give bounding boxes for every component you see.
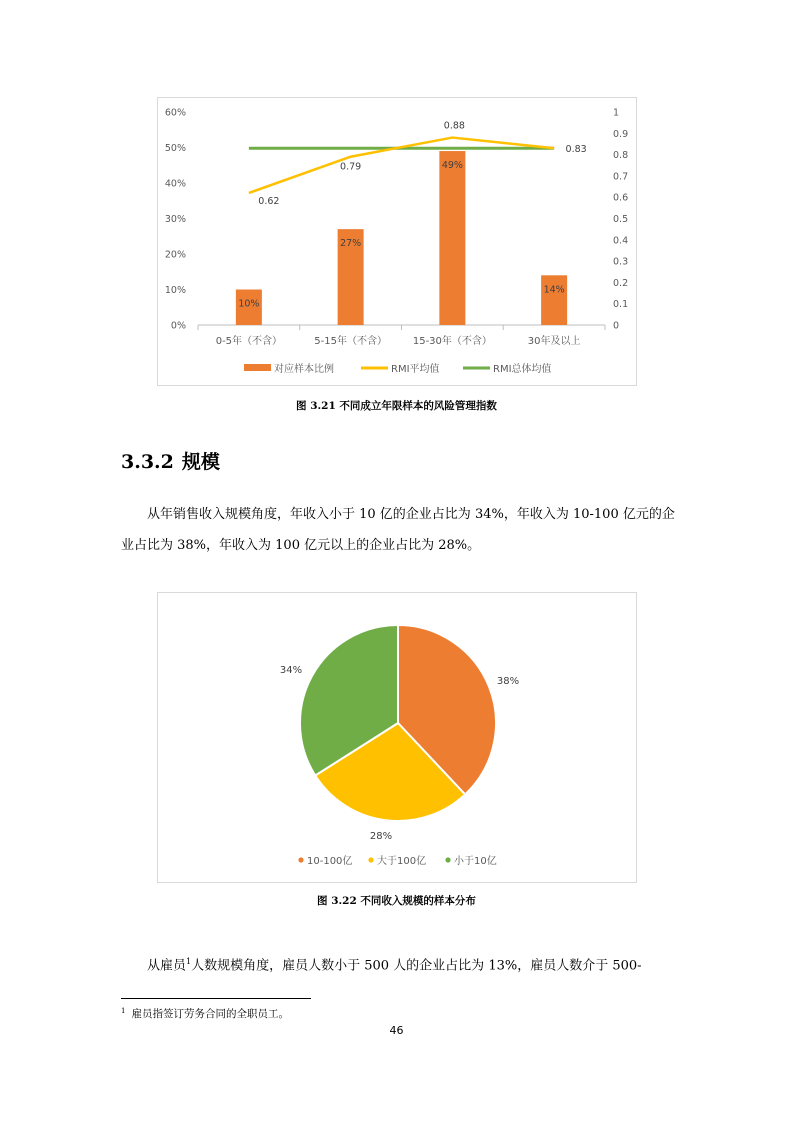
- pie-data-label: 28%: [369, 831, 393, 842]
- right-axis-tick-label: 0.3: [613, 256, 629, 268]
- legend-label: 对应样本比例: [274, 364, 334, 375]
- legend-label: RMI总体均值: [493, 364, 552, 375]
- series-line-rmi-average: [249, 138, 554, 193]
- bar-data-label: 10%: [238, 298, 260, 310]
- bar-3: [439, 151, 465, 325]
- footnote-mark: 1: [121, 1006, 126, 1015]
- footnote-text: 雇员指签订劳务合同的全职员工。: [131, 1008, 289, 1020]
- x-axis-category-label: 0-5年（不含）: [215, 336, 283, 347]
- line-data-label: 0.79: [340, 161, 362, 173]
- line-data-label: 0.88: [443, 120, 465, 132]
- pie-data-label: 38%: [496, 676, 520, 687]
- legend-marker: [368, 857, 373, 862]
- legend-label: RMI平均值: [391, 364, 440, 375]
- right-axis-tick-label: 0.7: [613, 171, 629, 183]
- bar-data-label: 14%: [543, 284, 565, 296]
- left-axis-tick-label: 40%: [164, 178, 186, 190]
- footnote-divider: [121, 998, 311, 999]
- right-axis-tick-label: 0.9: [613, 128, 629, 140]
- pie-data-label: 34%: [279, 665, 303, 676]
- right-axis-tick-label: 0.2: [613, 277, 629, 289]
- right-axis-tick-label: 0.4: [613, 235, 629, 247]
- footnote: [121, 1006, 289, 1021]
- right-axis-tick-label: 0.1: [613, 299, 629, 311]
- section-number: 3.3.2: [121, 451, 174, 473]
- left-axis-tick-label: 20%: [164, 249, 186, 261]
- right-axis-tick-label: 0.8: [613, 150, 629, 162]
- x-axis-category-label: 5-15年（不含）: [314, 336, 387, 347]
- paragraph-text-before-ref: 从雇员: [147, 958, 187, 974]
- line-data-label: 0.62: [258, 195, 280, 207]
- left-axis-tick-label: 50%: [164, 143, 186, 154]
- figure-caption-3-21: 图 3.21 不同成立年限样本的风险管理指数: [296, 400, 497, 412]
- combo-chart-company-age: [157, 97, 637, 386]
- legend-label: 小于10亿: [454, 856, 497, 867]
- legend-marker: [445, 857, 450, 862]
- pie-chart-svg: [158, 593, 636, 882]
- legend-marker: [298, 857, 303, 862]
- left-axis-tick-label: 30%: [164, 214, 186, 225]
- pie-chart-revenue-scale: [157, 592, 637, 883]
- left-axis-tick-label: 60%: [164, 107, 186, 119]
- paragraph-employee-scale: [121, 946, 676, 981]
- figure-caption-3-22: 图 3.22 不同收入规模的样本分布: [317, 895, 476, 907]
- right-axis-tick-label: 0.6: [613, 192, 629, 204]
- left-axis-tick-label: 0%: [170, 320, 186, 332]
- bar-data-label: 27%: [340, 238, 362, 250]
- right-axis-tick-label: 1: [613, 107, 620, 119]
- section-heading: [121, 447, 220, 474]
- bar-data-label: 49%: [441, 160, 463, 172]
- page-number: 46: [389, 1024, 404, 1037]
- paragraph-revenue-scale: 从年销售收入规模角度，年收入小于 10 亿的企业占比为 34%，年收入为 10-100 亿元的企业占比为 38%，年收入为 100 亿元以上的企业占比为 28%。: [121, 507, 675, 553]
- footnote-reference[interactable]: 1: [186, 957, 192, 966]
- legend-label: 大于100亿: [377, 856, 427, 867]
- bar-4: [541, 275, 567, 325]
- right-axis-tick-label: 0: [613, 320, 620, 332]
- combo-chart-svg: [158, 98, 636, 385]
- x-axis-category-label: 15-30年（不含）: [412, 336, 492, 347]
- left-axis-tick-label: 10%: [164, 285, 186, 296]
- legend-label: 10-100亿: [307, 856, 353, 867]
- right-axis-tick-label: 0.5: [613, 214, 629, 225]
- line-data-label: 0.83: [565, 144, 587, 156]
- legend-swatch: [244, 364, 271, 371]
- paragraph-text-after-ref: 人数规模角度，雇员人数小于 500 人的企业占比为 13%，雇员人数介于 500-: [191, 958, 642, 974]
- section-title: 规模: [181, 451, 220, 473]
- x-axis-category-label: 30年及以上: [527, 336, 581, 347]
